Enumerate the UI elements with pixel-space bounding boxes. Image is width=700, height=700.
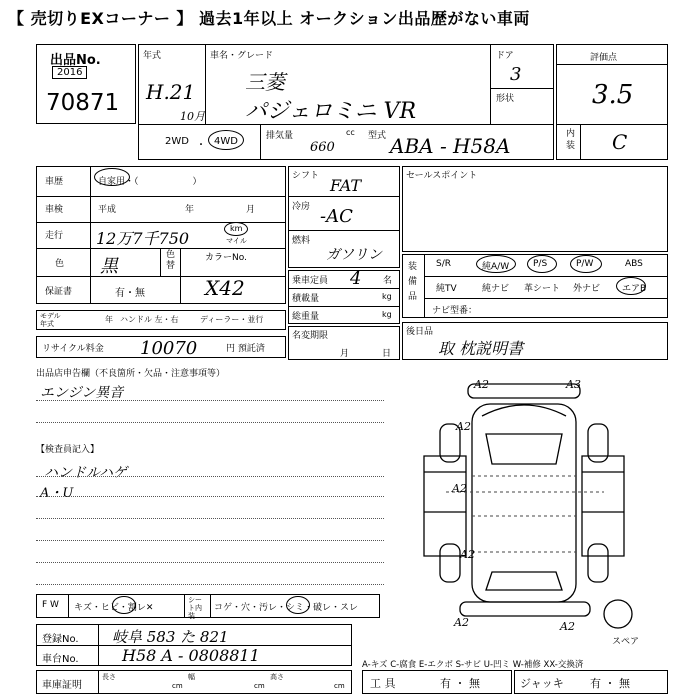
registration-value: 岐阜 583 た 821 (112, 628, 229, 646)
seat-circle (286, 596, 310, 614)
color-code: X42 (205, 276, 245, 300)
name-change-d: 日 (382, 349, 392, 359)
load-unit: kg (382, 292, 392, 301)
score-value: 3.5 (592, 80, 634, 110)
interior-label: 内装 (566, 129, 576, 151)
damage-mark-3: A2 (456, 420, 471, 433)
fw-text: キズ・ヒビ・割レ✕ (74, 603, 154, 613)
sales-point-label: セールスポイント (406, 171, 478, 181)
mileage-km: km (230, 224, 243, 233)
interior-value: C (612, 130, 628, 154)
model-code-value: ABA - H58A (390, 134, 511, 158)
equipment-r1-1: 純A/W (482, 262, 510, 272)
model-year-month: 10月 (180, 110, 205, 123)
doors-value: 3 (510, 64, 522, 85)
inspector-line2: A・U (40, 486, 74, 501)
declaration-label: 出品店申告欄（不良箇所・欠品・注意事項等） (36, 369, 226, 379)
seat-label: シート内装 (188, 596, 202, 620)
load-label: 積載量 (292, 294, 320, 304)
damage-mark-5: A2 (460, 548, 475, 561)
equipment-r2-3: 外ナビ (573, 284, 601, 294)
equipment-nav-label: ナビ型番： (432, 306, 478, 316)
model-info-label: モデル年式 (40, 312, 61, 328)
displacement-unit: cc (346, 128, 355, 137)
car-name: パジェロミニ VR (245, 99, 417, 124)
ac-label: 冷房 (292, 202, 311, 212)
registration-label: 登録No. (42, 634, 79, 645)
damage-mark-7: A2 (560, 620, 575, 633)
certificate-label: 車庫証明 (42, 680, 82, 691)
weight-label: 総重量 (292, 312, 320, 322)
aftermarket-label: 後日品 (406, 327, 434, 337)
model-info-y: 年 (105, 315, 113, 324)
recycle-label: リサイクル料金 (42, 344, 104, 354)
damage-mark-4: A2 (452, 482, 467, 495)
color-value: 黒 (100, 256, 118, 277)
equipment-circle-ps (527, 255, 557, 273)
jack-value: 有 ・ 無 (590, 677, 630, 690)
color-code-label: カラーNo. (205, 253, 247, 263)
equipment-circle-aw (476, 255, 516, 273)
equipment-r2-1: 純ナビ (482, 284, 510, 294)
inspection-era: 平成 (98, 205, 117, 215)
damage-mark-2: A3 (566, 378, 581, 391)
mileage-mile: マイル (226, 237, 247, 245)
recycle-unit: 円 預託済 (226, 344, 265, 354)
capacity-label: 乗車定員 (292, 276, 329, 286)
warranty-label: 保証書 (45, 287, 73, 297)
capacity-unit: 名 (383, 276, 393, 286)
equipment-label: 装備品 (408, 262, 418, 302)
shape-label: 形状 (496, 94, 515, 104)
chassis-value: H58 A - 0808811 (122, 646, 260, 665)
tools-value: 有 ・ 無 (440, 677, 480, 690)
weight-unit: kg (382, 310, 392, 319)
equipment-r2-0: 純TV (436, 284, 457, 294)
displacement-label: 排気量 (266, 131, 294, 141)
capacity-value: 4 (350, 268, 362, 289)
shift-value: FAT (330, 176, 362, 195)
drive-sep: ・ (196, 140, 206, 151)
inspection-m: 月 (246, 205, 256, 215)
lot-year: 2016 (52, 66, 87, 79)
model-code-label: 型式 (368, 131, 387, 141)
lot-label: 出品No. (50, 53, 101, 68)
equipment-r1-0: S/R (436, 259, 451, 269)
car-damage-diagram (410, 376, 640, 636)
chassis-label: 車台No. (42, 654, 79, 665)
certificate-width: 幅 (188, 673, 195, 681)
drive-4wd-circle (208, 130, 244, 150)
score-label: 評価点 (590, 53, 618, 63)
aftermarket-value: 取 枕説明書 (438, 339, 524, 358)
displacement-value: 660 (310, 140, 335, 155)
mileage-km-circle (224, 222, 248, 236)
equipment-r1-4: ABS (625, 259, 643, 269)
drive-4wd: 4WD (214, 136, 238, 147)
mileage-label: 走行 (45, 231, 64, 241)
tools-label: 工 具 (370, 677, 396, 690)
equipment-circle-airbag (616, 277, 646, 295)
equipment-r1-3: P/W (576, 259, 594, 269)
inspection-y: 年 (185, 205, 195, 215)
ac-value: -AC (320, 206, 353, 227)
name-change-label: 名変期限 (292, 331, 329, 341)
damage-legend: A-キズ C-腐食 E-エクボ S-サビ U-凹ミ W-補修 XX-交換済 (362, 660, 584, 670)
recycle-value: 10070 (140, 338, 198, 359)
certificate-width-unit: cm (254, 682, 265, 690)
fw-label: F W (42, 600, 59, 610)
mileage-value: 12万7千750 (96, 229, 190, 248)
equipment-r1-2: P/S (533, 259, 548, 269)
certificate-len-unit: cm (172, 682, 183, 690)
equipment-r2-2: 革シート (524, 284, 561, 294)
certificate-height: 高さ (270, 673, 284, 681)
banner: 【 売切りEXコーナー 】 過去1年以上 オークション出品歴がない車両 (8, 9, 530, 28)
history-label: 車歴 (45, 177, 64, 187)
car-label: 車名・グレード (210, 51, 274, 61)
certificate-height-unit: cm (334, 682, 345, 690)
fuel-value: ガソリン (326, 247, 382, 263)
drive-2wd: 2WD (165, 136, 189, 147)
shift-label: シフト (292, 171, 320, 181)
name-change-m: 月 (340, 349, 350, 359)
history-circle (94, 168, 130, 186)
car-maker: 三菱 (245, 70, 285, 94)
inspector-label: 【検査員記入】 (36, 445, 100, 455)
spare-label: スペア (612, 637, 640, 647)
model-info-dealer: ディーラー・並行 (200, 315, 264, 324)
jack-label: ジャッキ (520, 677, 564, 690)
damage-mark-1: A2 (474, 378, 489, 391)
fw-circle (112, 596, 136, 614)
equipment-r2-4: エアB (622, 284, 647, 294)
color-change-label: 色替 (166, 250, 176, 271)
model-year-value: H.21 (146, 80, 196, 104)
doors-label: ドア (496, 51, 514, 61)
lot-number: 70871 (46, 90, 120, 116)
seat-text: コゲ・穴・汚レ・シミ・破レ・スレ (214, 603, 359, 613)
inspection-label: 車検 (45, 205, 64, 215)
damage-mark-6: A2 (454, 616, 469, 629)
certificate-len: 長さ (102, 673, 116, 681)
model-year-label: 年式 (143, 51, 162, 61)
history-value: 自家用・（ ） (98, 177, 202, 187)
inspector-line1: ハンドルハゲ (44, 465, 128, 481)
model-info-handle: ハンドル 左・右 (120, 315, 179, 324)
fuel-label: 燃料 (292, 236, 311, 246)
equipment-circle-pw (570, 255, 602, 273)
warranty-value: 有・無 (115, 288, 145, 299)
color-label: 色 (55, 259, 65, 269)
declaration-value: エンジン異音 (40, 385, 124, 401)
